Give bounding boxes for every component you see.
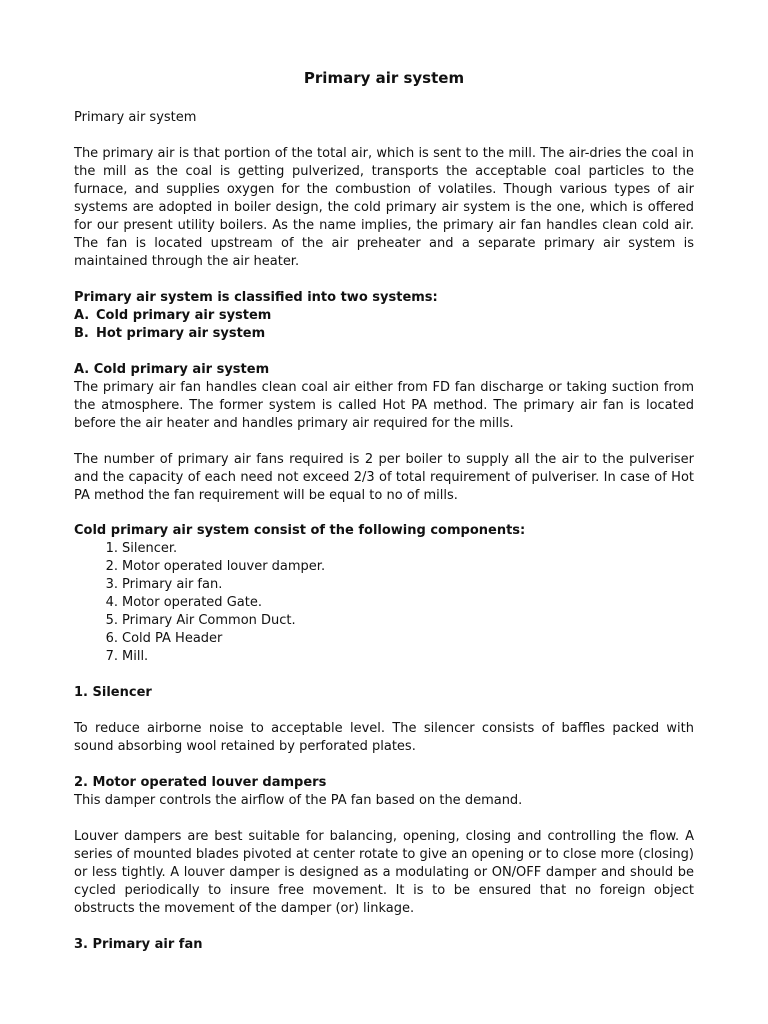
intro-paragraph: The primary air is that portion of the total air, which is sent to the mill. The air-dries the coal in the mill as the coal is getting pulverized, transports the acceptable coal particles to the furnace, and supplies oxygen for the combustion of volatiles. Though various types of air systems are adopted in boiler design, the cold primary air system is the one, which is offered for our present utility boilers. As the name implies, the primary air fan handles clean cold air. The fan is located upstream of the air preheater and a separate primary air system is maintained through the air heater.	[74, 146, 694, 269]
cold-system-heading: A. Cold primary air system	[74, 362, 270, 377]
silencer-paragraph: To reduce airborne noise to acceptable level. The silencer consists of baffles packed with sound absorbing wool retained by perforated plates.	[74, 721, 694, 754]
silencer-heading: 1. Silencer	[74, 685, 152, 700]
list-item: 1. Silencer.	[105, 541, 178, 556]
list-item: 2. Motor operated louver damper.	[105, 559, 326, 574]
list-item: 3. Primary air fan.	[105, 577, 223, 592]
list-item: 5. Primary Air Common Duct.	[105, 613, 296, 628]
components-heading: Cold primary air system consist of the following components:	[74, 523, 526, 538]
list-item: A. Cold primary air system	[74, 308, 272, 323]
cold-system-paragraph-2: The number of primary air fans required is 2 per boiler to supply all the air to the pulveriser and the capacity of each need not exceed 2/3 of total requirement of pulveriser. In case of Hot PA method the fan requirement will be equal to no of mills.	[74, 452, 694, 503]
classified-heading: Primary air system is classified into two systems:	[74, 290, 438, 305]
list-item: 7. Mill.	[105, 649, 149, 664]
list-item: 4. Motor operated Gate.	[105, 595, 262, 610]
system-type-list	[74, 307, 694, 343]
louver-paragraph-2: Louver dampers are best suitable for balancing, opening, closing and controlling the flow. A series of mounted blades pivoted at center rotate to give an opening or to close more (closing) or less tightly. A louver damper is designed as a modulating or ON/OFF damper and should be cycled periodically to insure free movement. It is to be ensured that no foreign object obstructs the movement of the damper (or) linkage.	[74, 829, 694, 916]
list-item: 6. Cold PA Header	[105, 631, 223, 646]
page-title: Primary air system	[303, 69, 465, 87]
louver-paragraph-1: This damper controls the airflow of the PA fan based on the demand.	[74, 793, 523, 808]
list-item: B. Hot primary air system	[74, 326, 266, 341]
louver-heading: 2. Motor operated louver dampers	[74, 775, 327, 790]
section-subtitle: Primary air system	[74, 110, 197, 125]
cold-system-paragraph-1: The primary air fan handles clean coal air either from FD fan discharge or taking suction from the atmosphere. The former system is called Hot PA method. The primary air fan is located before the air heater and handles primary air required for the mills.	[74, 380, 694, 431]
components-list	[74, 540, 694, 666]
primary-fan-heading: 3. Primary air fan	[74, 937, 203, 952]
